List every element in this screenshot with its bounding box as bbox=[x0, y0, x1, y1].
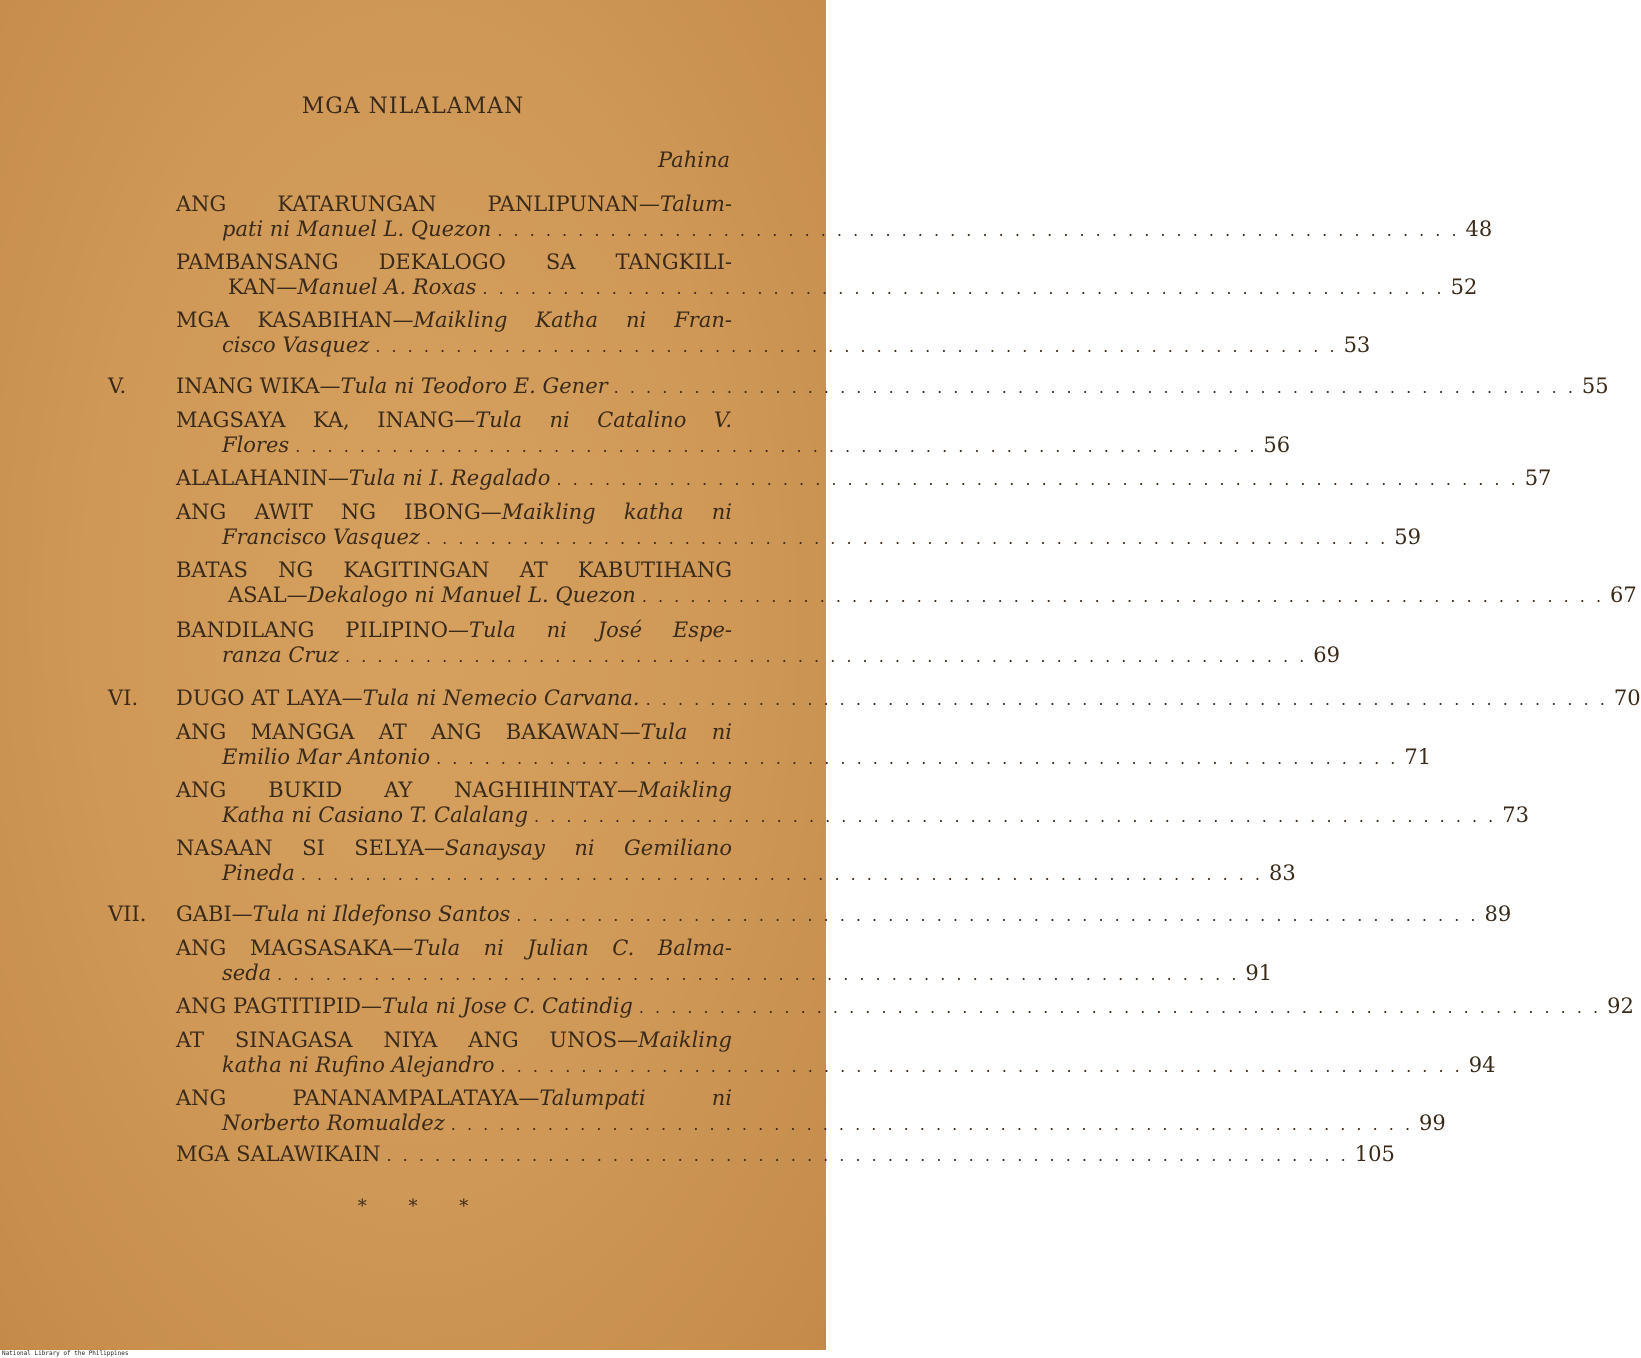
entry-title: NASAAN SI SELYA bbox=[176, 836, 424, 860]
entry-subtitle: —Tula ni Teodoro E. Gener bbox=[319, 374, 608, 398]
toc-entry-line-1 bbox=[176, 778, 732, 803]
toc-entry bbox=[176, 686, 1641, 711]
entry-title: BANDILANG PILIPINO bbox=[176, 618, 448, 642]
toc-entry bbox=[176, 902, 1512, 927]
entry-subtitle-cont: —Manuel A. Roxas bbox=[276, 275, 477, 299]
toc-entry bbox=[176, 836, 1296, 886]
toc-entry-line-1 bbox=[176, 836, 732, 861]
entry-line-text bbox=[222, 525, 420, 550]
entry-subtitle: —Tula ni bbox=[619, 720, 732, 744]
leader-dots: . . . . . . . . . . . . . . . . . . . . . . . . . . . . . . . . . . . . . . . . . . . . . . . . . . . . . . . . . . . . bbox=[613, 378, 1576, 397]
toc-entry bbox=[176, 994, 1634, 1019]
toc-entry-line-1 bbox=[176, 1086, 732, 1111]
entry-line-text bbox=[176, 994, 633, 1019]
leader-dots: . . . . . . . . . . . . . . . . . . . . . . . . . . . . . . . . . . . . . . . . . . . . . . . . . . . . . . . . . . . . bbox=[534, 807, 1497, 826]
entry-subtitle: —Maikling katha ni bbox=[480, 500, 733, 524]
entry-title: DUGO AT LAYA bbox=[176, 686, 342, 710]
page-number: 94 bbox=[1468, 1053, 1496, 1077]
entry-title: ANG PAGTITIPID bbox=[176, 994, 362, 1018]
entry-subtitle: —Tula ni José Espe- bbox=[447, 618, 732, 642]
toc-entry-line-2 bbox=[176, 217, 1493, 242]
leader-dots: . . . . . . . . . . . . . . . . . . . . . . . . . . . . . . . . . . . . . . . . . . . . . . . . . . . . . . . . . . . . bbox=[436, 749, 1399, 768]
leader-dots: . . . . . . . . . . . . . . . . . . . . . . . . . . . . . . . . . . . . . . . . . . . . . . . . . . . . . . . . . . . . bbox=[482, 279, 1445, 298]
toc-entry-line-2 bbox=[176, 275, 1478, 300]
page-number: 92 bbox=[1607, 994, 1634, 1018]
entry-line-text bbox=[176, 1142, 380, 1167]
entry-line-text bbox=[222, 1053, 495, 1078]
entry-title-cont: KAN bbox=[228, 275, 277, 299]
toc-entry-line-1 bbox=[176, 308, 732, 333]
entry-subtitle-cont: Francisco Vasquez bbox=[222, 525, 420, 549]
toc-entry-line-2 bbox=[176, 433, 1291, 458]
toc-entry-line-2 bbox=[176, 333, 1371, 358]
leader-dots: . . . . . . . . . . . . . . . . . . . . . . . . . . . . . . . . . . . . . . . . . . . . . . . . . . . . . . . . . . . . bbox=[556, 470, 1519, 489]
toc-entry bbox=[176, 558, 1637, 608]
page-number: 91 bbox=[1245, 961, 1273, 985]
toc-entry bbox=[176, 192, 1493, 242]
entry-line-text bbox=[222, 433, 289, 458]
toc-entry bbox=[176, 374, 1609, 399]
toc-entry bbox=[176, 308, 1371, 358]
leader-dots: . . . . . . . . . . . . . . . . . . . . . . . . . . . . . . . . . . . . . . . . . . . . . . . . . . . . . . . . . . . . bbox=[386, 1146, 1349, 1165]
entry-line-text bbox=[176, 466, 550, 491]
entry-line-text bbox=[222, 961, 271, 986]
page-number: 105 bbox=[1354, 1142, 1395, 1166]
page-title: MGA NILALAMAN bbox=[301, 94, 525, 119]
page-number: 48 bbox=[1465, 217, 1493, 241]
entry-title: ANG MAGSASAKA bbox=[176, 936, 393, 960]
page-number: 56 bbox=[1263, 433, 1291, 457]
leader-dots: . . . . . . . . . . . . . . . . . . . . . . . . . . . . . . . . . . . . . . . . . . . . . . . . . . . . . . . . . . . . bbox=[345, 647, 1308, 666]
entry-title: ANG BUKID AY NAGHIHINTAY bbox=[176, 778, 618, 802]
footer-credit: National Library of the Philippines bbox=[2, 1350, 129, 1357]
toc-entry bbox=[176, 720, 1432, 770]
page-column-header: Pahina bbox=[658, 148, 730, 172]
entry-subtitle: —Maikling bbox=[617, 1028, 732, 1052]
entry-subtitle: —Tula ni Jose C. Catindig bbox=[361, 994, 633, 1018]
section-number-vii: VII. bbox=[108, 902, 147, 926]
leader-dots: . . . . . . . . . . . . . . . . . . . . . . . . . . . . . . . . . . . . . . . . . . . . . . . . . . . . . . . . . . . . bbox=[295, 437, 1258, 456]
toc-entry-line-1 bbox=[176, 902, 1512, 927]
toc-entry bbox=[176, 778, 1529, 828]
page-number: 99 bbox=[1419, 1111, 1446, 1135]
toc-entry-line-1 bbox=[176, 374, 1609, 399]
entry-subtitle-cont: ranza Cruz bbox=[222, 643, 340, 667]
leader-dots: . . . . . . . . . . . . . . . . . . . . . . . . . . . . . . . . . . . . . . . . . . . . . . . . . . . . . . . . . . . . bbox=[645, 690, 1608, 709]
entry-subtitle: —Sanaysay ni Gemiliano bbox=[423, 836, 732, 860]
page-number: 69 bbox=[1313, 643, 1341, 667]
leader-dots: . . . . . . . . . . . . . . . . . . . . . . . . . . . . . . . . . . . . . . . . . . . . . . . . . . . . . . . . . . . . bbox=[375, 337, 1338, 356]
toc-entry-line-1 bbox=[176, 720, 732, 745]
toc-entry-line-1 bbox=[176, 1142, 1395, 1167]
entry-subtitle-cont: cisco Vasquez bbox=[222, 333, 370, 357]
entry-subtitle-cont: Flores bbox=[222, 433, 290, 457]
toc-entry-line-2 bbox=[176, 745, 1432, 770]
entry-subtitle: —Tula ni Catalino V. bbox=[454, 408, 733, 432]
section-number-v: V. bbox=[108, 374, 127, 398]
entry-subtitle-cont: Emilio Mar Antonio bbox=[222, 745, 431, 769]
entry-subtitle-cont: —Dekalogo ni Manuel L. Quezon bbox=[286, 583, 636, 607]
toc-entry bbox=[176, 1086, 1446, 1136]
leader-dots: . . . . . . . . . . . . . . . . . . . . . . . . . . . . . . . . . . . . . . . . . . . . . . . . . . . . . . . . . . . . bbox=[641, 587, 1605, 606]
entry-subtitle-cont: Norberto Romualdez bbox=[222, 1111, 445, 1135]
page-number: 57 bbox=[1524, 466, 1552, 490]
toc-entry-line-1 bbox=[176, 192, 732, 217]
entry-title: ANG MANGGA AT ANG BAKAWAN bbox=[176, 720, 620, 744]
toc-entry bbox=[176, 466, 1552, 491]
toc-entry-line-1 bbox=[176, 994, 1634, 1019]
toc-entry bbox=[176, 618, 1341, 668]
leader-dots: . . . . . . . . . . . . . . . . . . . . . . . . . . . . . . . . . . . . . . . . . . . . . . . . . . . . . . . . . . . . bbox=[425, 529, 1389, 548]
entry-subtitle-cont: seda bbox=[222, 961, 272, 985]
toc-entry-line-1 bbox=[176, 618, 732, 643]
entry-line-text bbox=[176, 686, 640, 711]
leader-dots: . . . . . . . . . . . . . . . . . . . . . . . . . . . . . . . . . . . . . . . . . . . . . . . . . . . . . . . . . . . . bbox=[516, 906, 1479, 925]
entry-title: AT SINAGASA NIYA ANG UNOS bbox=[176, 1028, 618, 1052]
entry-subtitle-cont: katha ni Rufino Alejandro bbox=[222, 1053, 495, 1077]
toc-entry-line-1 bbox=[176, 1028, 732, 1053]
toc-entry-line-1 bbox=[176, 686, 1641, 711]
entry-subtitle: —Talumpati ni bbox=[518, 1086, 732, 1110]
page-number: 52 bbox=[1450, 275, 1478, 299]
entry-line-text bbox=[222, 803, 528, 828]
entry-line-text bbox=[176, 902, 510, 927]
entry-subtitle: —Tula ni Nemecio Carvana. bbox=[341, 686, 640, 710]
leader-dots: . . . . . . . . . . . . . . . . . . . . . . . . . . . . . . . . . . . . . . . . . . . . . . . . . . . . . . . . . . . . bbox=[300, 865, 1263, 884]
entry-line-text bbox=[222, 861, 295, 886]
page-number: 73 bbox=[1502, 803, 1529, 827]
leader-dots: . . . . . . . . . . . . . . . . . . . . . . . . . . . . . . . . . . . . . . . . . . . . . . . . . . . . . . . . . . . . bbox=[450, 1115, 1414, 1134]
entry-subtitle: —Tula ni Julian C. Balma- bbox=[392, 936, 732, 960]
entry-title: MGA SALAWIKAIN bbox=[176, 1142, 381, 1166]
toc-entry bbox=[176, 936, 1273, 986]
entry-subtitle: —Tula ni Ildefonso Santos bbox=[231, 902, 511, 926]
toc-entry-line-1 bbox=[176, 466, 1552, 491]
entry-title: ANG KATARUNGAN PANLIPUNAN bbox=[176, 192, 639, 216]
entry-title: MGA KASABIHAN bbox=[176, 308, 393, 332]
entry-title: BATAS NG KAGITINGAN AT KABUTIHANG bbox=[176, 558, 732, 582]
entry-line-text bbox=[176, 374, 608, 399]
page-number: 59 bbox=[1394, 525, 1421, 549]
entry-line-text bbox=[222, 1111, 445, 1136]
leader-dots: . . . . . . . . . . . . . . . . . . . . . . . . . . . . . . . . . . . . . . . . . . . . . . . . . . . . . . . . . . . . bbox=[497, 221, 1460, 240]
entry-subtitle-cont: Katha ni Casiano T. Calalang bbox=[222, 803, 529, 827]
page-number: 70 bbox=[1613, 686, 1641, 710]
toc-entry-line-1 bbox=[176, 558, 732, 583]
toc-entry-line-1 bbox=[176, 936, 732, 961]
entry-subtitle-cont: Pineda bbox=[222, 861, 295, 885]
page-number: 89 bbox=[1484, 902, 1512, 926]
entry-line-text bbox=[222, 745, 430, 770]
toc-entry-line-2 bbox=[176, 961, 1273, 986]
entry-line-text bbox=[228, 583, 636, 608]
toc-entry-line-2 bbox=[176, 1053, 1496, 1078]
toc-entry-line-2 bbox=[176, 583, 1637, 608]
toc-entry bbox=[176, 1142, 1395, 1167]
entry-subtitle: —Talum- bbox=[638, 192, 732, 216]
toc-entry-line-1 bbox=[176, 408, 732, 433]
page-number: 71 bbox=[1404, 745, 1432, 769]
entry-title: MAGSAYA KA, INANG bbox=[176, 408, 455, 432]
entry-subtitle: —Maikling Katha ni Fran- bbox=[392, 308, 732, 332]
entry-line-text bbox=[222, 217, 491, 242]
ornament-stars: * * * bbox=[357, 1196, 469, 1217]
page-number: 67 bbox=[1610, 583, 1637, 607]
toc-entry bbox=[176, 500, 1421, 550]
toc-entry-line-1 bbox=[176, 500, 732, 525]
toc-entry bbox=[176, 1028, 1496, 1078]
entry-line-text bbox=[228, 275, 476, 300]
toc-entry-line-2 bbox=[176, 1111, 1446, 1136]
toc-entry-line-1 bbox=[176, 250, 732, 275]
toc-entry bbox=[176, 408, 1291, 458]
entry-title-cont: ASAL bbox=[228, 583, 287, 607]
entry-title: ANG AWIT NG IBONG bbox=[176, 500, 481, 524]
entry-title: INANG WIKA bbox=[176, 374, 320, 398]
entry-title: PAMBANSANG DEKALOGO SA TANGKILI- bbox=[176, 250, 732, 274]
leader-dots: . . . . . . . . . . . . . . . . . . . . . . . . . . . . . . . . . . . . . . . . . . . . . . . . . . . . . . . . . . . . bbox=[638, 998, 1602, 1017]
entry-line-text bbox=[222, 643, 339, 668]
toc-entry-line-2 bbox=[176, 861, 1296, 886]
entry-line-text bbox=[222, 333, 369, 358]
leader-dots: . . . . . . . . . . . . . . . . . . . . . . . . . . . . . . . . . . . . . . . . . . . . . . . . . . . . . . . . . . . . bbox=[500, 1057, 1463, 1076]
toc-entry-line-2 bbox=[176, 643, 1341, 668]
page-number: 53 bbox=[1343, 333, 1371, 357]
toc-entry-line-2 bbox=[176, 525, 1421, 550]
leader-dots: . . . . . . . . . . . . . . . . . . . . . . . . . . . . . . . . . . . . . . . . . . . . . . . . . . . . . . . . . . . . bbox=[277, 965, 1240, 984]
page-number: 83 bbox=[1269, 861, 1296, 885]
toc-entry-line-2 bbox=[176, 803, 1529, 828]
entry-subtitle: —Tula ni I. Regalado bbox=[327, 466, 551, 490]
page-number: 55 bbox=[1581, 374, 1609, 398]
entry-subtitle: —Maikling bbox=[617, 778, 732, 802]
section-number-vi: VI. bbox=[108, 686, 139, 710]
entry-subtitle-cont: pati ni Manuel L. Quezon bbox=[222, 217, 492, 241]
toc-entry bbox=[176, 250, 1478, 300]
entry-title: ANG PANANAMPALATAYA bbox=[176, 1086, 519, 1110]
entry-title: GABI bbox=[176, 902, 232, 926]
entry-title: ALALAHANIN bbox=[176, 466, 328, 490]
